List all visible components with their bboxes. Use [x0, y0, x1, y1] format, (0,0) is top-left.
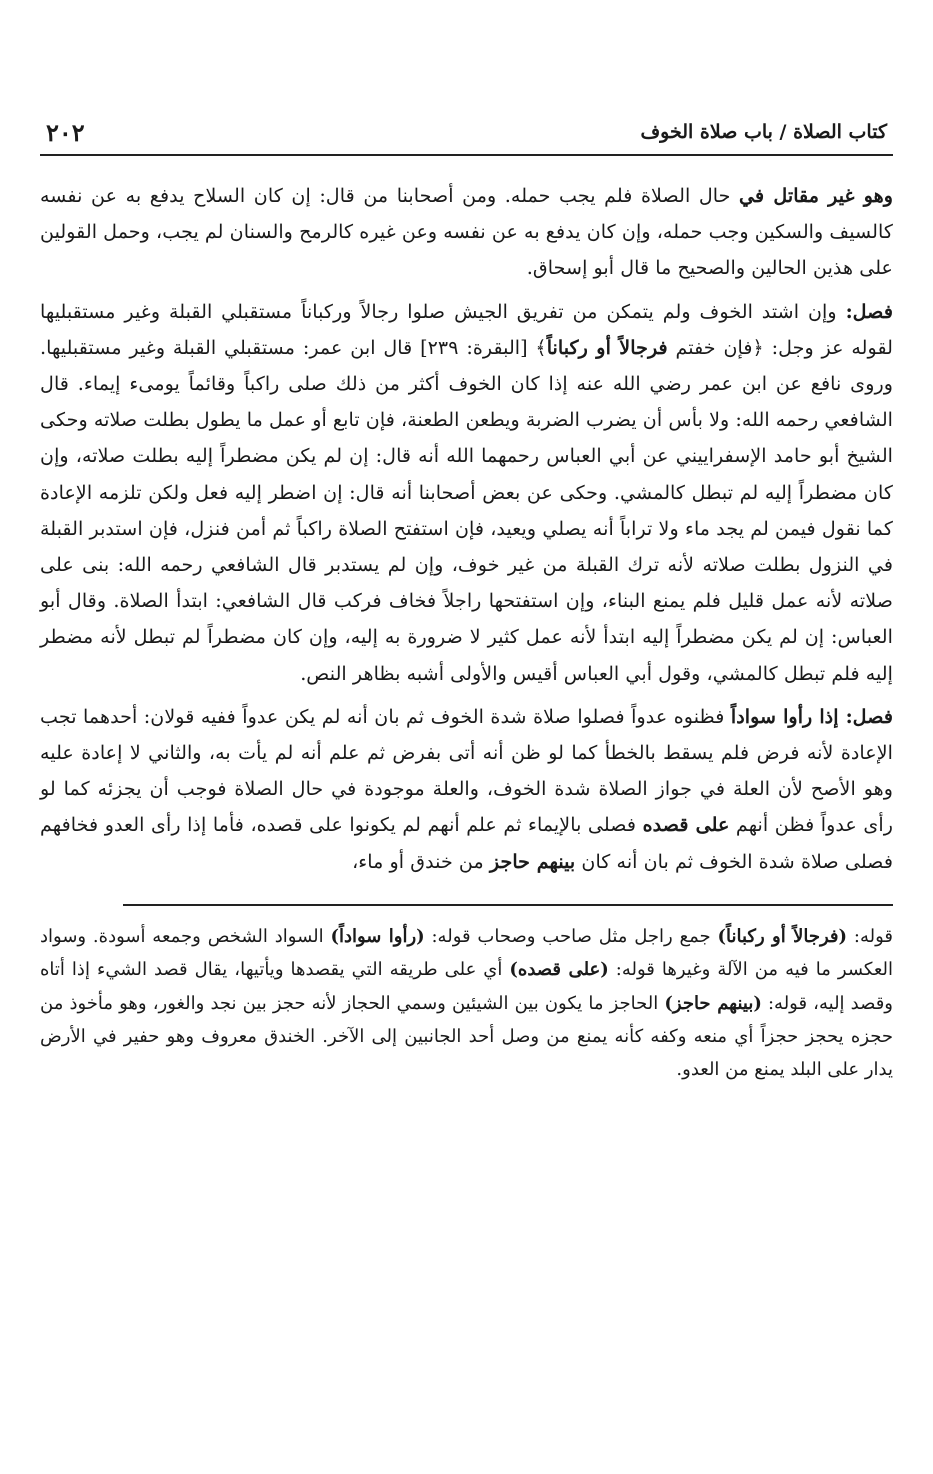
text-run: من خندق أو ماء، [352, 849, 490, 873]
bold-term: (رأوا سواداً) [330, 925, 425, 947]
paragraph-2 [40, 294, 893, 692]
bold-term: فرجالاً أو ركباناً [546, 335, 668, 359]
paragraph-1 [40, 178, 893, 287]
bold-term: وهو غير مقاتل في [739, 184, 893, 207]
text-run: فظنوه عدواً فصلوا صلاة شدة الخوف ثم بان أنه لم يكن عدواً ففيه قولان: أحدهما تجب الإعادة لأنه فرض فلم يسقط بالخطأ كما لو ظن أنه أتى بفرض ثم علم أنه لم يأت به، والثاني لا إعادة عليه وهو الأصح لأن العلة في جواز الصلاة شدة الخوف، والعلة موجودة في حال الصلاة فوجب أن يجزئه كما لو رأى عدواً فظن أنهم [40, 704, 893, 837]
bold-term: (على قصده) [509, 959, 609, 981]
text-run: جمع راجل مثل صاحب وصحاب قوله: [424, 925, 718, 947]
text-run: الحاجز ما يكون بين الشيئين وسمي الحجاز لأنه حجز بين نجد والغور، وهو مأخوذ من حجزه يحجز حجزاً أي منعه وكفه كأنه يمنع من وصل أحد الجانبين إلى الآخر. الخندق معروف وهو حفير في الأرض يدار على البلد يمنع من العدو. [40, 992, 893, 1081]
paragraph-3 [40, 699, 893, 880]
text-run: قوله: [847, 925, 893, 947]
footnote-divider [123, 904, 893, 906]
section-marker: فصل: [845, 299, 893, 323]
section-marker: فصل: إذا رأوا سواداً [730, 704, 894, 728]
bold-term: (فرجالاً أو ركباناً) [717, 925, 848, 947]
text-run: ﴾ [البقرة: ٢٣٩] قال ابن عمر: مستقبلي القبلة وغير مستقبليها. وروى نافع عن ابن عمر رضي الله عنه إذا كان الخوف أكثر من ذلك صلى راكباً وقائماً يومىء إيماء. قال الشافعي رحمه الله: ولا بأس أن يضرب الضربة ويطعن الطعنة، فإن تابع أو عمل ما يطول بطلت صلاته وحكى الشيخ أبو حامد الإسفراييني عن أبي العباس رحمهما الله أنه قال: إن لم يكن مضطراً إليه بطلت صلاته، وإن كان مضطراً إليه لم تبطل كالمشي. وحكى عن بعض أصحابنا أنه قال: إن اضطر إليه فعل ولكن تلزمه الإعادة كما نقول فيمن لم يجد ماء ولا تراباً أنه يصلي ويعيد، فإن استفتح الصلاة راكباً ثم أمن فنزل، فإن استدبر القبلة في النزول بطلت صلاته لأنه ترك القبلة من غير خوف، وإن لم يستدبر قال الشافعي رحمه الله: بنى على صلاته لأنه عمل قليل فلم يمنع البناء، وإن استفتحها راجلاً فخاف فركب قال الشافعي: ابتدأ الصلاة. وقال أبو العباس: إن لم يكن مضطراً إليه ابتدأ لأنه عمل كثير لا ضرورة به إليه، وإن كان مضطراً لم تبطل لأنه مضطر إليه فلم تبطل كالمشي، وقول أبي العباس أقيس والأولى أشبه بظاهر النص. [40, 335, 894, 685]
bold-term: بينهم حاجز [489, 849, 576, 873]
text-run: حال الصلاة فلم يجب حمله. ومن أصحابنا من قال: إن كان السلاح يدفع به عن نفسه كالسيف والسكين وجب حمله، وإن كان يدفع به عن نفسه وعن غيره كالرمح والسنان لم يجب، وحمل القولين على هذين الحالين والصحيح ما قال أبو إسحاق. [40, 184, 893, 280]
running-title: كتاب الصلاة / باب صلاة الخوف [640, 121, 887, 143]
bold-term: (بينهم حاجز) [664, 992, 762, 1014]
text-run: وإن اشتد الخوف ولم يتمكن من تفريق الجيش صلوا رجالاً وركباناً مستقبلي القبلة وغير مستقبليها لقوله عز وجل: ﴿فإن خفتم [40, 299, 893, 359]
footnote-paragraph [40, 920, 893, 1087]
text-run: السواد الشخص وجمعه أسودة. وسواد العكسر ما فيه من الآلة وغيرها قوله: [40, 925, 893, 981]
bold-term: على قصده [642, 813, 730, 837]
page-number: ٢٠٢ [46, 117, 85, 147]
text-run: أي على طريقه التي يقصدها ويأتيها، يقال قصد الشيء إذا أتاه وقصد إليه، قوله: [40, 959, 894, 1014]
text-run: فصلى بالإيماء ثم علم أنهم لم يكونوا على قصده، فأما إذا رأى العدو فخافهم فصلى صلاة شدة الخوف ثم بان أنه كان [40, 813, 893, 873]
book-page [40, 110, 893, 1087]
footnotes [40, 920, 893, 1087]
page-header [40, 110, 893, 156]
main-text [40, 178, 893, 880]
